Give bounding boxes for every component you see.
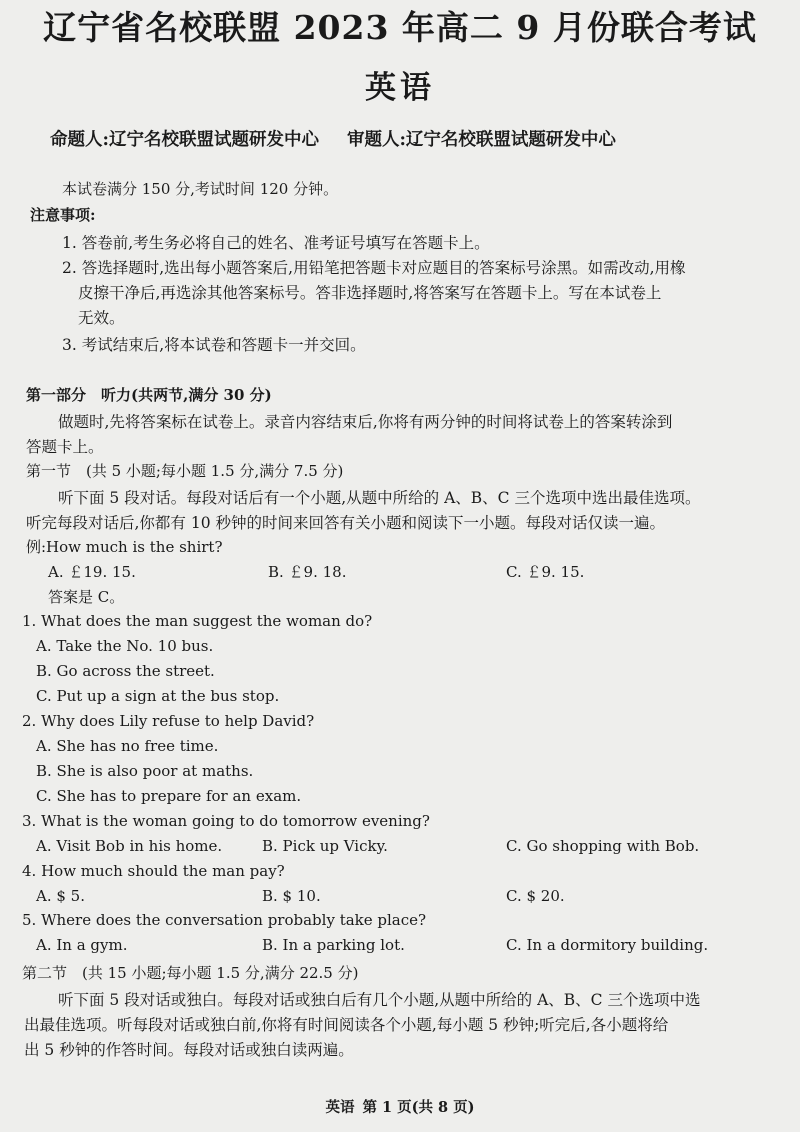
- q5-option-a: A. In a gym.: [36, 936, 128, 954]
- setter-label: 命题人:辽宁名校联盟试题研发中心: [50, 130, 319, 150]
- reviewer-label: 审题人:辽宁名校联盟试题研发中心: [346, 130, 616, 150]
- footer-subject: 英语: [325, 1099, 355, 1116]
- subject-title: 英语: [365, 70, 435, 106]
- page-footer: [0, 1096, 800, 1117]
- section2-instruction: 出 5 秒钟的作答时间。每段对话或独白读两遍。: [24, 1041, 354, 1059]
- notes-heading: 注意事项:: [30, 206, 96, 224]
- note-item: 3. 考试结束后,将本试卷和答题卡一并交回。: [62, 336, 366, 354]
- section2-instruction: 听下面 5 段对话或独白。每段对话或独白后有几个小题,从题中所给的 A、B、C 三个选项中选: [58, 991, 701, 1009]
- part1-instruction: 做题时,先将答案标在试卷上。录音内容结束后,你将有两分钟的时间将试卷上的答案转涂到: [58, 413, 673, 431]
- exam-title: 辽宁省名校联盟 2023 年高二 9 月份联合考试: [43, 8, 757, 47]
- note-item: 1. 答卷前,考生务必将自己的姓名、准考证号填写在答题卡上。: [62, 234, 490, 252]
- note-item: 2. 答选择题时,选出每小题答案后,用铅笔把答题卡对应题目的答案标号涂黑。如需改动,用橡: [62, 259, 686, 277]
- part1-heading: 第一部分 听力(共两节,满分 30 分): [26, 386, 272, 404]
- note-item: 皮擦干净后,再选涂其他答案标号。答非选择题时,将答案写在答题卡上。写在本试卷上: [78, 284, 662, 302]
- example-option-a: A. ￡19. 15.: [48, 563, 136, 581]
- example-option-b: B. ￡9. 18.: [268, 563, 347, 581]
- q3-option-a: A. Visit Bob in his home.: [36, 837, 223, 855]
- footer-page-number: 第 1 页(共 8 页): [362, 1099, 475, 1116]
- question-3: 3. What is the woman going to do tomorrow evening?: [22, 812, 430, 830]
- q1-option-a: A. Take the No. 10 bus.: [36, 637, 214, 655]
- q1-option-c: C. Put up a sign at the bus stop.: [36, 687, 280, 705]
- q4-option-b: B. $ 10.: [262, 887, 321, 905]
- section2-instruction: 出最佳选项。听每段对话或独白前,你将有时间阅读各个小题,每小题 5 秒钟;听完后,各小题将给: [24, 1016, 669, 1034]
- example-option-c: C. ￡9. 15.: [506, 563, 585, 581]
- intro-text: 本试卷满分 150 分,考试时间 120 分钟。: [62, 180, 339, 198]
- question-2: 2. Why does Lily refuse to help David?: [22, 712, 315, 730]
- q5-option-b: B. In a parking lot.: [262, 936, 405, 954]
- q2-option-c: C. She has to prepare for an exam.: [36, 787, 302, 805]
- section2-heading: 第二节 (共 15 小题;每小题 1.5 分,满分 22.5 分): [22, 964, 359, 982]
- section1-heading: 第一节 (共 5 小题;每小题 1.5 分,满分 7.5 分): [26, 462, 344, 480]
- q3-option-c: C. Go shopping with Bob.: [506, 837, 700, 855]
- q5-option-c: C. In a dormitory building.: [506, 936, 709, 954]
- section1-instruction: 听完每段对话后,你都有 10 秒钟的时间来回答有关小题和阅读下一小题。每段对话仅读一遍。: [26, 514, 666, 532]
- question-4: 4. How much should the man pay?: [22, 862, 285, 880]
- part1-instruction: 答题卡上。: [26, 438, 104, 456]
- section1-instruction: 听下面 5 段对话。每段对话后有一个小题,从题中所给的 A、B、C 三个选项中选出最佳选项。: [58, 489, 701, 507]
- example-question: 例:How much is the shirt?: [26, 538, 223, 556]
- question-5: 5. Where does the conversation probably take place?: [22, 911, 427, 929]
- note-item: 无效。: [78, 309, 125, 327]
- q4-option-a: A. $ 5.: [36, 887, 85, 905]
- q1-option-b: B. Go across the street.: [36, 662, 215, 680]
- q4-option-c: C. $ 20.: [506, 887, 565, 905]
- q2-option-b: B. She is also poor at maths.: [36, 762, 254, 780]
- author-line: [50, 126, 616, 151]
- example-answer: 答案是 C。: [48, 588, 125, 606]
- q2-option-a: A. She has no free time.: [36, 737, 219, 755]
- q3-option-b: B. Pick up Vicky.: [262, 837, 388, 855]
- question-1: 1. What does the man suggest the woman do?: [22, 612, 373, 630]
